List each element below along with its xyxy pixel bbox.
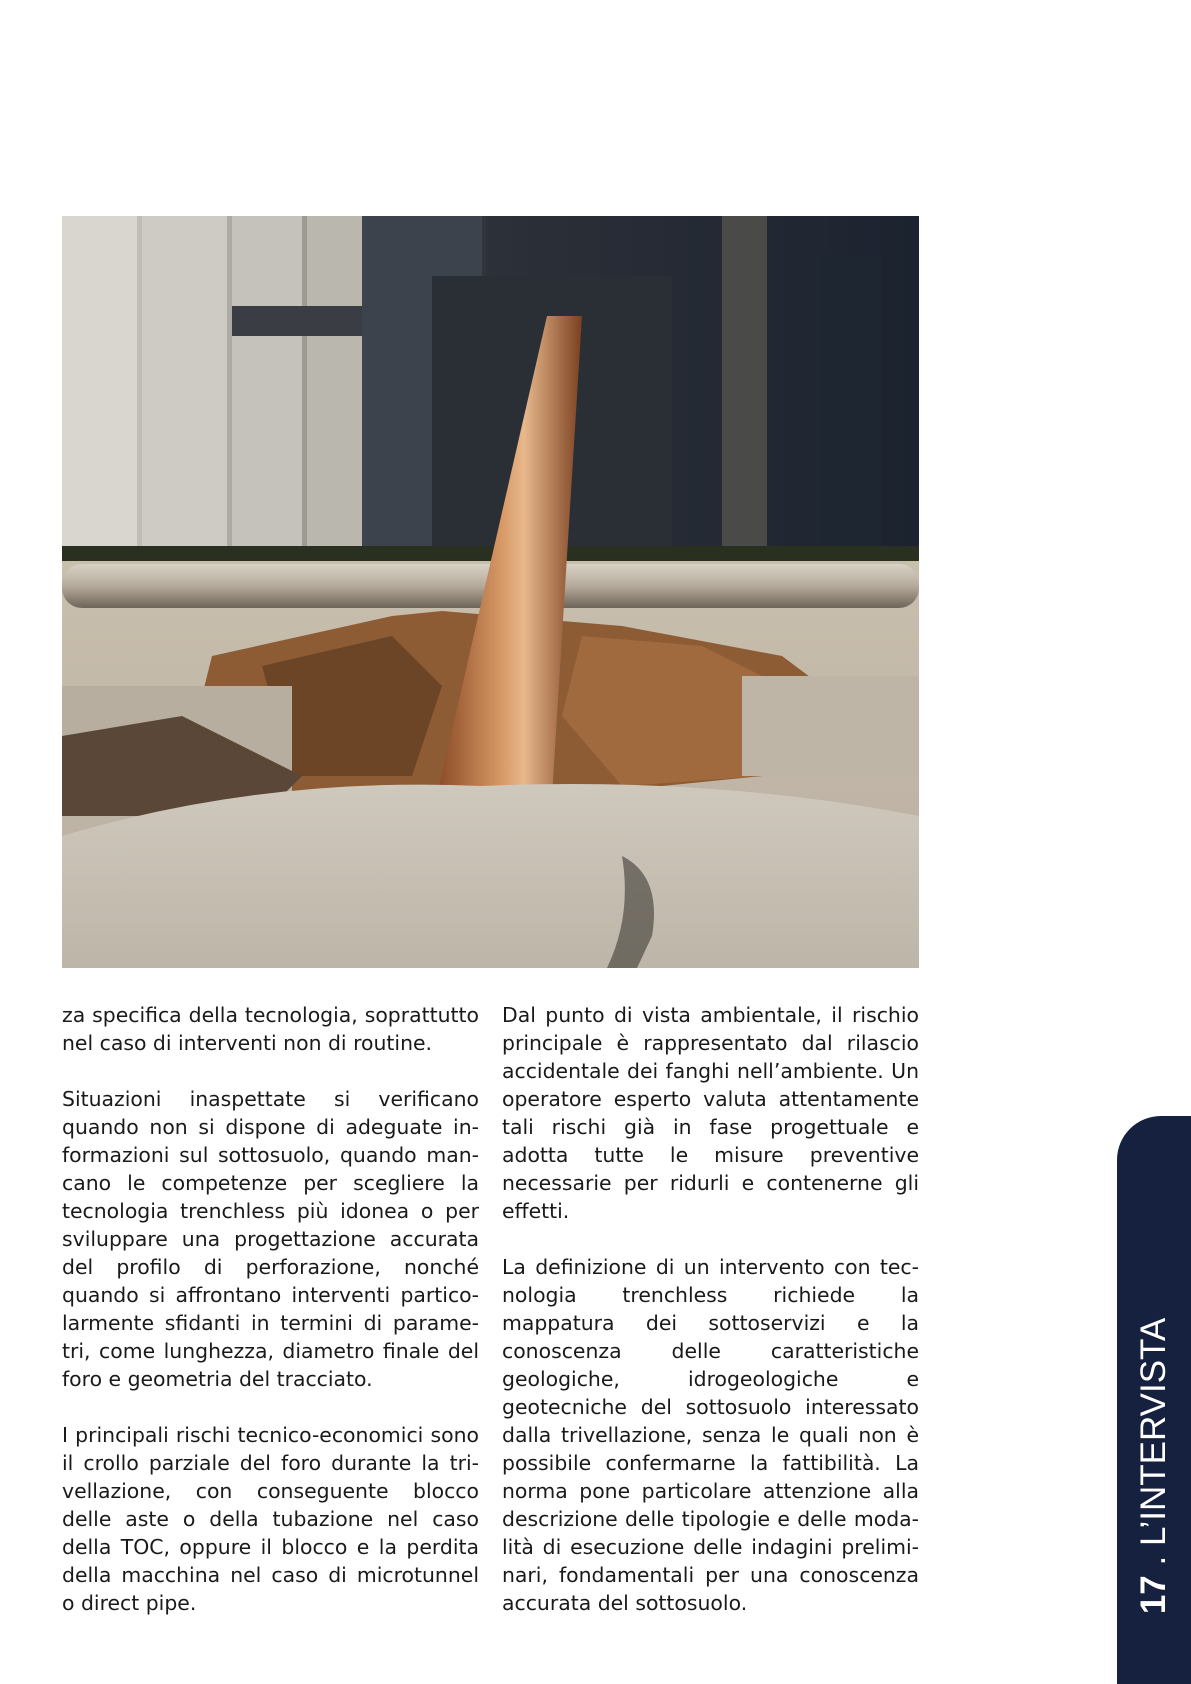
left-text-column — [62, 1001, 479, 1645]
right-paragraph-2: La definizione di un intervento con tecnologia trenchless richiede la mappatura dei sottoservizi e la conoscenza delle caratteristiche geologiche, idrogeologiche e geotecniche del sottosuolo interessato dalla trivellazione, senza le quali non è possibile confermarne la fattibilità. La norma pone particolare attenzione alla descrizione delle tipologie e delle modalità di esecuzione delle indagini preliminari, fondamentali per una conoscenza accurata del sottosuolo. — [502, 1255, 919, 1615]
right-paragraph-1: Dal punto di vista ambientale, il rischio principale è rappresentato dal rilascio accidentale dei fanghi nell’ambiente. Un operatore esperto valuta attentamente tali rischi già in fase progettuale e adotta tutte le misure preventive necessarie per ridurli e contenerne gli effetti. — [502, 1003, 919, 1223]
left-paragraph-1: za specifica della tecnologia, soprattutto nel caso di interventi non di routine. — [62, 1003, 479, 1055]
section-label — [1134, 1318, 1174, 1614]
drill-pipe-trench-photo — [62, 216, 919, 968]
section-side-tab — [1117, 1116, 1191, 1684]
left-paragraph-2: Situazioni inaspettate si verificano quando non si dispone di adeguate informazioni sul sottosuolo, quando mancano le competenze per scegliere la tecnologia trenchless più idonea o per sviluppare una progettazione accurata del profilo di perforazione, nonché quando si affrontano interventi particolarmente sfidanti in termini di parametri, come lunghezza, diametro finale del foro e geometria del tracciato. — [62, 1087, 479, 1391]
right-text-column — [502, 1001, 919, 1645]
page-number: 17 — [1134, 1575, 1173, 1615]
section-separator: . — [1134, 1546, 1173, 1576]
left-paragraph-3: I principali rischi tecnico-economici sono il crollo parziale del foro durante la trivellazione, con conseguente blocco delle aste o della tubazione nel caso della TOC, oppure il blocco e la perdita della macchina nel caso di microtunnel o direct pipe. — [62, 1423, 479, 1615]
section-title: L’INTERVISTA — [1134, 1317, 1173, 1547]
